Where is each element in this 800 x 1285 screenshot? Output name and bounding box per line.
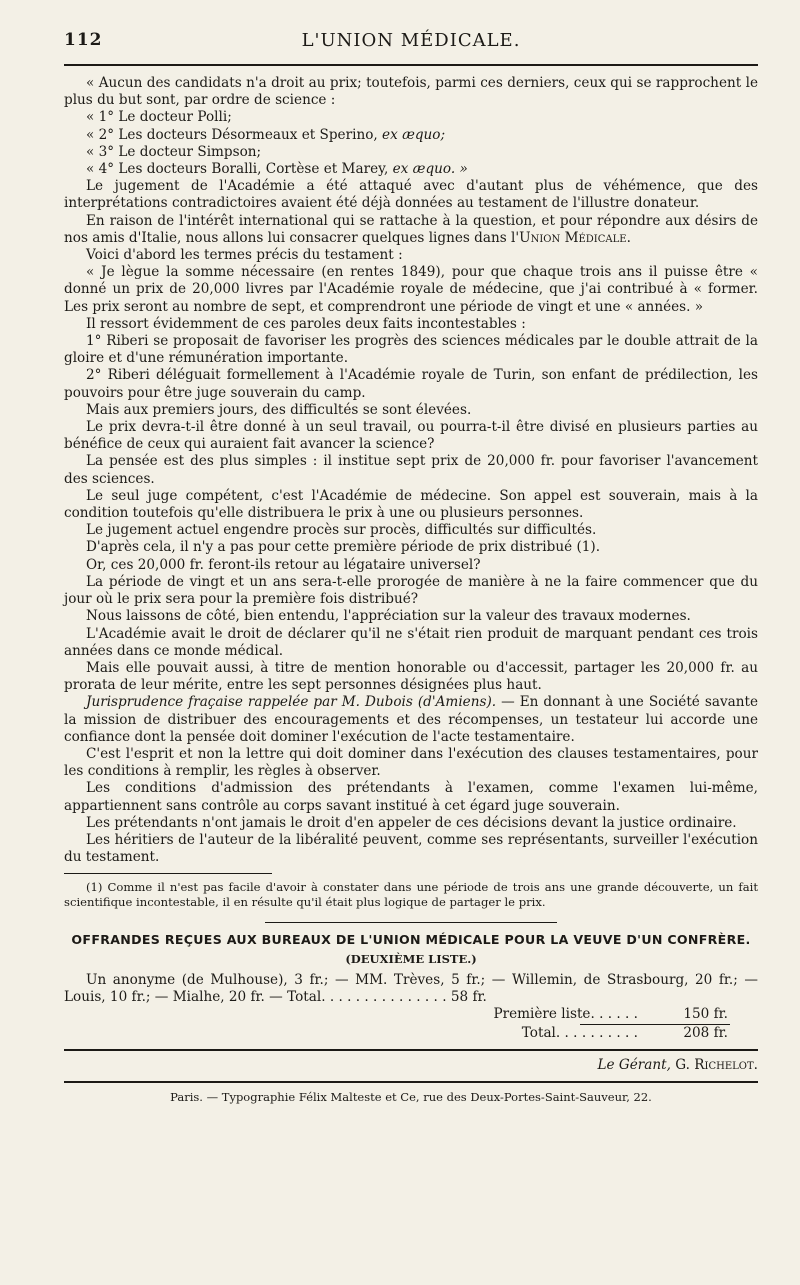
paragraph: Les conditions d'admission des prétendants à l'examen, comme l'examen lui-même, appartiennent sans contrôle au corps savant institué à cet égard juge souverain.: [64, 780, 758, 814]
printer-imprint: Paris. — Typographie Félix Malteste et Ce, rue des Deux-Portes-Saint-Sauveur, 22.: [170, 1089, 652, 1104]
paragraph: La période de vingt et un ans sera-t-elle prorogée de manière à ne la faire commencer que du jour où le prix sera pour la première fois distribué?: [64, 573, 758, 608]
italic-text: ex æquo. »: [392, 161, 468, 178]
running-title: L'UNION MÉDICALE.: [301, 30, 521, 51]
grand-total-amount: 208 fr.: [683, 1025, 728, 1042]
paragraph: En raison de l'intérêt international qui se rattache à la question, et pour répondre aux désirs de nos amis d'Italie, nous allons lui consacrer quelques lignes dans l'Union Médicale.: [64, 212, 758, 246]
first-list-row: [64, 1006, 758, 1024]
imprint-rule: [64, 1081, 758, 1083]
paragraph: Le jugement actuel engendre procès sur procès, difficultés sur difficultés.: [86, 522, 597, 539]
running-head: [64, 30, 758, 58]
paragraph: L'Académie avait le droit de déclarer qu'il ne s'était rien produit de marquant pendant ces trois années dans ce monde médical.: [64, 625, 758, 659]
page-number: 112: [64, 30, 103, 50]
section-divider: [265, 922, 556, 923]
paragraph: Le jugement de l'Académie a été attaqué avec d'autant plus de véhémence, que des interprétations contradictoires avaient été déjà données au testament de l'illustre donateur.: [64, 178, 758, 212]
offrandes-title: OFFRANDES REÇUES AUX BUREAUX DE L'UNION MÉDICALE POUR LA VEUVE D'UN CONFRÈRE.: [71, 931, 751, 947]
paragraph: Les héritiers de l'auteur de la libéralité peuvent, comme ses représentants, surveiller l'exécution du testament.: [64, 831, 758, 866]
paragraph: 1° Riberi se proposait de favoriser les progrès des sciences médicales par le double attrait de la gloire et d'une rémunération importante.: [64, 333, 758, 367]
first-list-label: Première liste. . . . . .: [493, 1006, 638, 1023]
paragraph: Mais elle pouvait aussi, à titre de mention honorable ou d'accessit, partager les 20,000 fr. au prorata de leur mérite, entre les sept personnes désignées plus haut.: [64, 659, 758, 694]
list-item: « 1° Le docteur Polli;: [86, 109, 232, 126]
footer-rule: [64, 1049, 758, 1051]
header-rule: [64, 64, 758, 66]
italic-text: ex æquo;: [382, 126, 446, 143]
paragraph: Il ressort évidemment de ces paroles deux faits incontestables :: [86, 315, 526, 332]
list-item: « 4° Les docteurs Boralli, Cortèse et Marey, ex æquo. »: [86, 161, 468, 178]
gerant-name: G. Richelot.: [675, 1057, 758, 1074]
donor-total: 58 fr.: [450, 989, 487, 1006]
paragraph: Jurisprudence fraçaise rappelée par M. Dubois (d'Amiens). — En donnant à une Société savante la mission de distribuer des encouragements et des récompenses, un testateur lui accorde une confiance dont la pensée doit dominer l'exécution de l'acte testamentaire.: [64, 694, 758, 745]
paragraph: Voici d'abord les termes précis du testament :: [86, 247, 403, 264]
paragraph: 2° Riberi déléguait formellement à l'Académie royale de Turin, son enfant de prédilection, les pouvoirs pour être juge souverain du camp.: [64, 367, 758, 401]
offrandes-subtitle: (DEUXIÈME LISTE.): [345, 951, 477, 966]
footnote-rule: [64, 873, 272, 874]
list-item: « 2° Les docteurs Désormeaux et Sperino, ex æquo;: [86, 126, 446, 143]
paragraph: D'après cela, il n'y a pas pour cette première période de prix distribué (1).: [86, 539, 601, 556]
article-body: [64, 75, 758, 1106]
donor-list: Un anonyme (de Mulhouse), 3 fr.; — MM. Trèves, 5 fr.; — Willemin, de Strasbourg, 20 fr.; — Louis, 10 fr.; — Mialhe, 20 fr. — Total. . . . . . . . . . . . . . . 58 fr.: [64, 971, 758, 1006]
paragraph: La pensée est des plus simples : il institue sept prix de 20,000 fr. pour favoriser l'avancement des sciences.: [64, 453, 758, 487]
footnote: (1) Comme il n'est pas facile d'avoir à constater dans une période de trois ans une grande découverte, un fait scientifique incontestable, il en résulte qu'il était plus logique de partager le prix.: [64, 880, 758, 909]
paragraph: Nous laissons de côté, bien entendu, l'appréciation sur la valeur des travaux modernes.: [86, 608, 691, 625]
paragraph: Or, ces 20,000 fr. feront-ils retour au légataire universel?: [86, 556, 481, 573]
grand-total-row: [64, 1025, 758, 1043]
paragraph: Mais aux premiers jours, des difficultés se sont élevées.: [86, 401, 472, 418]
paragraph: « Aucun des candidats n'a droit au prix; toutefois, parmi ces derniers, ceux qui se rapprochent le plus du but sont, par ordre de science :: [64, 75, 758, 109]
paragraph: Les prétendants n'ont jamais le droit d'en appeler de ces décisions devant la justice ordinaire.: [86, 814, 737, 831]
paragraph: Le prix devra-t-il être donné à un seul travail, ou pourra-t-il être divisé en plusieurs parties au bénéfice de ceux qui auraient fait avancer la science?: [64, 419, 758, 453]
section-heading: Jurisprudence fraçaise rappelée par M. Dubois (d'Amiens).: [86, 694, 497, 711]
list-item: « 3° Le docteur Simpson;: [86, 143, 262, 160]
testament-quote: « Je lègue la somme nécessaire (en rentes 1849), pour que chaque trois ans il puisse être « donné un prix de 20,000 livres par l'Académie royale de médecine, que j'ai contribué à « former. Les prix seront au nombre de sept, et comprendront une période de vingt et une « années. »: [64, 264, 758, 315]
paragraph: Le seul juge compétent, c'est l'Académie de médecine. Son appel est souverain, mais à la condition toutefois qu'elle distribuera le prix à une ou plusieurs personnes.: [64, 487, 758, 522]
gerant-signature: Le Gérant, G. Richelot.: [597, 1057, 758, 1074]
paragraph: C'est l'esprit et non la lettre qui doit dominer dans l'exécution des clauses testamentaires, pour les conditions à remplir, les règles à observer.: [64, 745, 758, 780]
first-list-amount: 150 fr.: [683, 1006, 728, 1023]
journal-name: Union Médicale.: [519, 229, 631, 246]
grand-total-label: Total. . . . . . . . . .: [521, 1025, 638, 1042]
